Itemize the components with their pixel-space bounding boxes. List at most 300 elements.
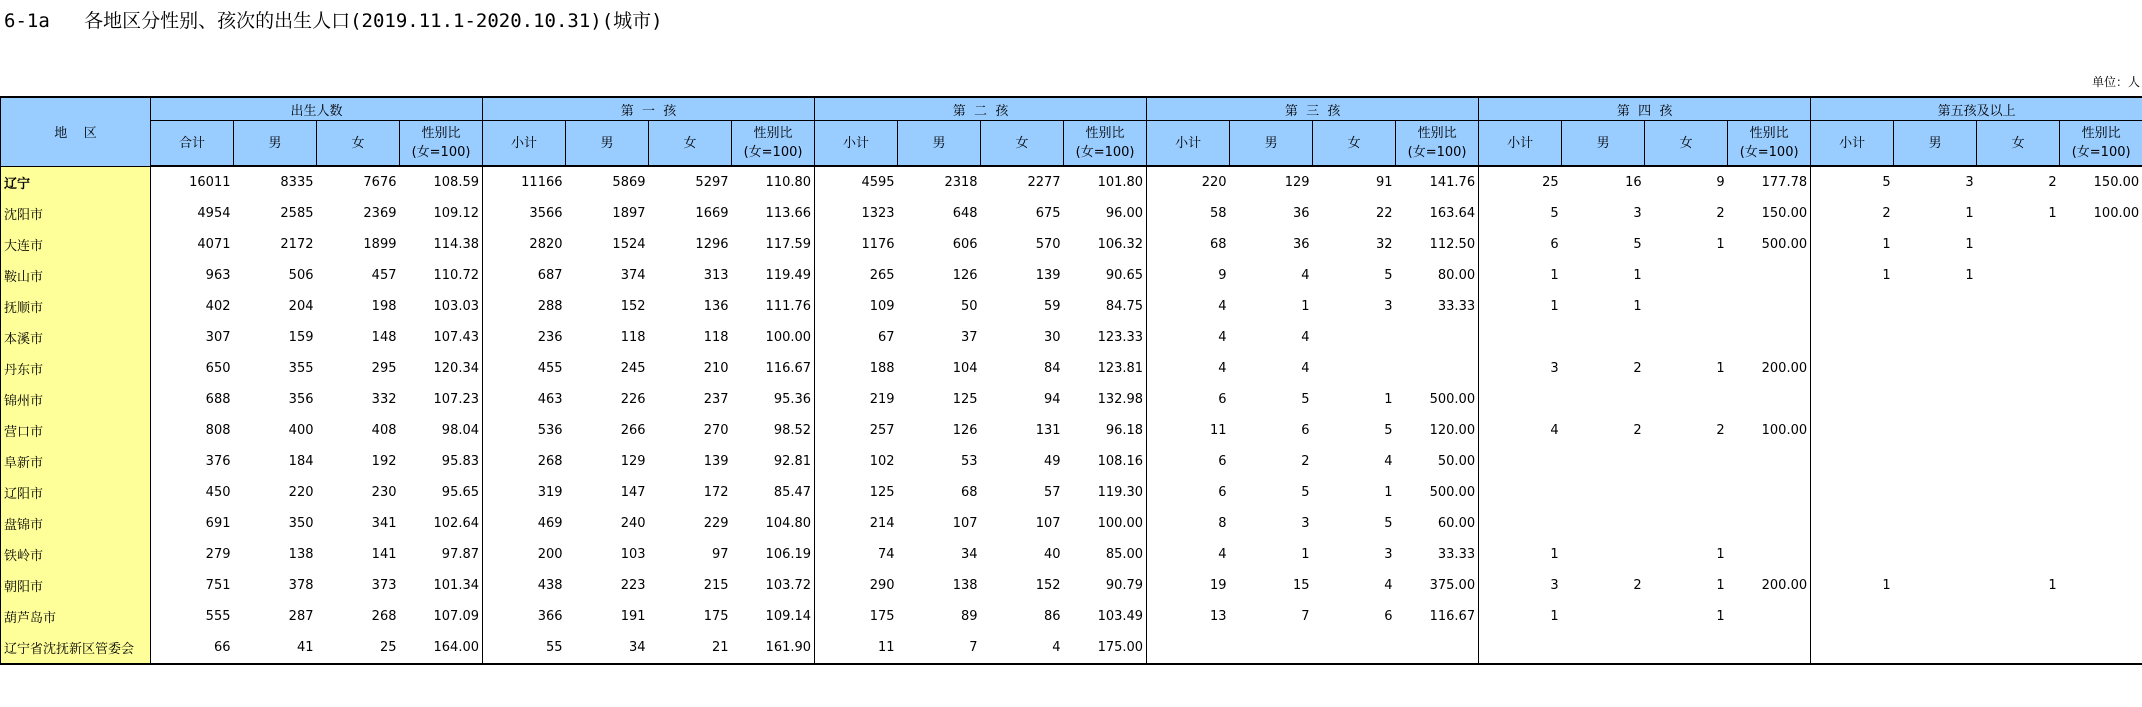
value-cell: 84.75 — [1064, 291, 1147, 322]
value-cell: 5297 — [695, 175, 729, 190]
value-cell: 257 — [869, 423, 895, 438]
region-column-header: 地 区 — [1, 97, 151, 166]
value-cell: 6 — [1218, 392, 1227, 407]
value-cell: 268 — [371, 609, 397, 624]
value-cell — [1894, 508, 1977, 539]
value-cell: 163.64 — [1396, 198, 1479, 229]
value-cell: 49 — [1044, 454, 1061, 469]
value-cell: 111.76 — [732, 291, 815, 322]
value-cell: 6 — [1218, 454, 1227, 469]
value-cell — [1894, 477, 1977, 508]
value-cell: 378 — [288, 578, 314, 593]
value-cell — [1562, 384, 1645, 415]
value-cell: 34 — [961, 547, 978, 562]
value-cell: 356 — [288, 392, 314, 407]
value-cell — [1562, 601, 1645, 632]
value-cell: 3 — [1965, 175, 1974, 190]
value-cell: 95.65 — [400, 477, 483, 508]
subheader-total: 小计 — [1147, 121, 1230, 167]
value-cell: 1524 — [612, 237, 646, 252]
value-cell: 84 — [1044, 361, 1061, 376]
value-cell — [2060, 291, 2142, 322]
value-cell: 237 — [703, 392, 729, 407]
value-cell: 6 — [1550, 237, 1559, 252]
table-row — [1, 508, 2142, 539]
value-cell — [1396, 632, 1479, 664]
subheader-sex-ratio — [400, 121, 483, 167]
table-row — [1, 322, 2142, 353]
value-cell — [1977, 229, 2060, 260]
value-cell: 555 — [205, 609, 231, 624]
sub-header-row — [1, 121, 2142, 167]
value-cell: 100.00 — [732, 322, 815, 353]
group-header-second-child: 第 二 孩 — [815, 97, 1147, 121]
value-cell: 1899 — [363, 237, 397, 252]
value-cell — [1728, 260, 1811, 291]
value-cell: 8 — [1218, 516, 1227, 531]
region-cell: 鞍山市 — [1, 260, 151, 291]
value-cell: 751 — [205, 578, 231, 593]
value-cell: 963 — [205, 268, 231, 283]
value-cell: 5 — [1633, 237, 1642, 252]
subheader-female: 女 — [1313, 121, 1396, 167]
value-cell: 33.33 — [1396, 291, 1479, 322]
value-cell — [1645, 477, 1728, 508]
value-cell: 1 — [1384, 392, 1393, 407]
subheader-ratio-label: 性别比 — [1417, 126, 1457, 141]
value-cell: 129 — [620, 454, 646, 469]
value-cell: 3 — [1384, 299, 1393, 314]
value-cell: 91 — [1376, 175, 1393, 190]
group-header-fifth-plus: 第五孩及以上 — [1811, 97, 2142, 121]
value-cell — [1728, 291, 1811, 322]
value-cell: 200.00 — [1728, 570, 1811, 601]
value-cell: 1 — [1384, 485, 1393, 500]
value-cell — [1811, 446, 1894, 477]
value-cell: 11 — [1210, 423, 1227, 438]
value-cell: 220 — [1201, 175, 1227, 190]
value-cell: 4 — [1384, 578, 1393, 593]
value-cell: 500.00 — [1396, 384, 1479, 415]
subheader-total: 合计 — [151, 121, 234, 167]
value-cell: 1 — [1301, 299, 1310, 314]
value-cell: 341 — [371, 516, 397, 531]
value-cell — [1894, 632, 1977, 664]
value-cell — [1479, 632, 1562, 664]
value-cell: 1 — [1301, 547, 1310, 562]
subheader-total: 小计 — [1811, 121, 1894, 167]
value-cell: 1 — [1550, 547, 1559, 562]
value-cell: 5 — [1384, 268, 1393, 283]
value-cell: 100.00 — [1064, 508, 1147, 539]
value-cell: 2 — [1633, 361, 1642, 376]
value-cell — [1396, 322, 1479, 353]
value-cell — [1811, 632, 1894, 664]
table-row — [1, 570, 2142, 601]
value-cell: 4595 — [861, 175, 895, 190]
value-cell: 109.14 — [732, 601, 815, 632]
subheader-ratio-label: 性别比 — [1749, 126, 1789, 141]
subheader-total: 小计 — [815, 121, 898, 167]
value-cell: 175 — [703, 609, 729, 624]
value-cell: 400 — [288, 423, 314, 438]
table-row — [1, 384, 2142, 415]
value-cell: 139 — [1035, 268, 1061, 283]
value-cell: 118 — [620, 330, 646, 345]
value-cell: 106.32 — [1064, 229, 1147, 260]
value-cell: 175 — [869, 609, 895, 624]
value-cell: 223 — [620, 578, 646, 593]
value-cell: 1 — [1550, 268, 1559, 283]
table-row — [1, 353, 2142, 384]
value-cell: 350 — [288, 516, 314, 531]
value-cell: 11166 — [521, 175, 563, 190]
value-cell: 96.18 — [1064, 415, 1147, 446]
value-cell: 204 — [288, 299, 314, 314]
value-cell: 3 — [1550, 361, 1559, 376]
value-cell: 141 — [371, 547, 397, 562]
value-cell: 103.72 — [732, 570, 815, 601]
value-cell: 175.00 — [1064, 632, 1147, 664]
value-cell: 13 — [1210, 609, 1227, 624]
value-cell — [1894, 539, 1977, 570]
value-cell: 270 — [703, 423, 729, 438]
value-cell — [1479, 446, 1562, 477]
value-cell — [1562, 446, 1645, 477]
group-header-total: 出生人数 — [151, 97, 483, 121]
value-cell: 94 — [1044, 392, 1061, 407]
value-cell: 5 — [1384, 516, 1393, 531]
value-cell: 109 — [869, 299, 895, 314]
value-cell: 5 — [1882, 175, 1891, 190]
value-cell: 119.30 — [1064, 477, 1147, 508]
value-cell: 34 — [566, 632, 649, 664]
value-cell: 107 — [952, 516, 978, 531]
value-cell: 4 — [1301, 268, 1310, 283]
table-row — [1, 198, 2142, 229]
value-cell: 4071 — [197, 237, 231, 252]
region-cell: 沈阳市 — [1, 198, 151, 229]
value-cell: 138 — [288, 547, 314, 562]
value-cell: 290 — [869, 578, 895, 593]
value-cell: 236 — [537, 330, 563, 345]
value-cell: 3 — [1301, 516, 1310, 531]
value-cell: 119.49 — [732, 260, 815, 291]
value-cell: 1 — [1882, 578, 1891, 593]
table-row — [1, 229, 2142, 260]
value-cell: 177.78 — [1728, 166, 1811, 198]
value-cell — [1313, 322, 1396, 353]
value-cell: 691 — [205, 516, 231, 531]
value-cell — [1562, 508, 1645, 539]
value-cell: 50 — [961, 299, 978, 314]
value-cell — [2060, 260, 2142, 291]
value-cell: 3566 — [529, 206, 563, 221]
value-cell: 92.81 — [732, 446, 815, 477]
value-cell: 2 — [2048, 175, 2057, 190]
value-cell: 66 — [151, 632, 234, 664]
value-cell: 139 — [703, 454, 729, 469]
subheader-ratio-label: 性别比 — [753, 126, 793, 141]
value-cell: 107 — [1035, 516, 1061, 531]
value-cell: 6 — [1301, 423, 1310, 438]
value-cell: 22 — [1376, 206, 1393, 221]
value-cell — [2060, 322, 2142, 353]
value-cell — [1894, 601, 1977, 632]
value-cell: 136 — [703, 299, 729, 314]
subheader-ratio-label: 性别比 — [2081, 126, 2121, 141]
value-cell: 1323 — [861, 206, 895, 221]
value-cell: 6 — [1218, 485, 1227, 500]
value-cell: 6 — [1384, 609, 1393, 624]
subheader-ratio-note: (女=100) — [743, 145, 803, 160]
value-cell: 808 — [205, 423, 231, 438]
value-cell: 112.50 — [1396, 229, 1479, 260]
value-cell: 2172 — [280, 237, 314, 252]
subheader-total: 小计 — [1479, 121, 1562, 167]
value-cell: 687 — [537, 268, 563, 283]
value-cell: 2277 — [1027, 175, 1061, 190]
value-cell — [2060, 229, 2142, 260]
value-cell: 570 — [1035, 237, 1061, 252]
value-cell: 7676 — [363, 175, 397, 190]
value-cell — [1728, 322, 1811, 353]
value-cell: 21 — [649, 632, 732, 664]
region-cell: 铁岭市 — [1, 539, 151, 570]
value-cell: 32 — [1376, 237, 1393, 252]
value-cell: 15 — [1293, 578, 1310, 593]
value-cell: 319 — [537, 485, 563, 500]
value-cell: 113.66 — [732, 198, 815, 229]
value-cell: 114.38 — [400, 229, 483, 260]
value-cell: 4 — [1550, 423, 1559, 438]
value-cell: 131 — [1035, 423, 1061, 438]
value-cell: 2820 — [529, 237, 563, 252]
value-cell: 60.00 — [1396, 508, 1479, 539]
value-cell: 2369 — [363, 206, 397, 221]
subheader-sex-ratio — [2060, 121, 2142, 167]
value-cell: 126 — [952, 268, 978, 283]
value-cell: 288 — [537, 299, 563, 314]
subheader-sex-ratio — [1064, 121, 1147, 167]
value-cell: 219 — [869, 392, 895, 407]
value-cell: 1 — [1550, 299, 1559, 314]
value-cell: 25 — [1542, 175, 1559, 190]
value-cell: 30 — [1044, 330, 1061, 345]
value-cell: 102.64 — [400, 508, 483, 539]
region-cell: 大连市 — [1, 229, 151, 260]
value-cell: 1 — [1716, 361, 1725, 376]
group-header-fourth-child: 第 四 孩 — [1479, 97, 1811, 121]
value-cell: 4 — [1301, 330, 1310, 345]
region-cell: 营口市 — [1, 415, 151, 446]
value-cell: 1 — [2048, 206, 2057, 221]
subheader-male: 男 — [1230, 121, 1313, 167]
value-cell: 1 — [1716, 547, 1725, 562]
value-cell: 1 — [1633, 299, 1642, 314]
value-cell: 89 — [961, 609, 978, 624]
value-cell: 172 — [703, 485, 729, 500]
value-cell: 226 — [620, 392, 646, 407]
value-cell — [1313, 632, 1396, 664]
value-cell: 198 — [371, 299, 397, 314]
value-cell: 138 — [952, 578, 978, 593]
value-cell — [1811, 601, 1894, 632]
value-cell — [1977, 446, 2060, 477]
value-cell: 5 — [1301, 392, 1310, 407]
subheader-male: 男 — [566, 121, 649, 167]
value-cell: 455 — [537, 361, 563, 376]
value-cell: 376 — [205, 454, 231, 469]
value-cell: 100.00 — [1728, 415, 1811, 446]
value-cell: 110.72 — [400, 260, 483, 291]
value-cell — [1562, 539, 1645, 570]
value-cell — [1811, 539, 1894, 570]
value-cell — [1562, 477, 1645, 508]
value-cell: 1669 — [695, 206, 729, 221]
value-cell — [1811, 322, 1894, 353]
value-cell: 96.00 — [1064, 198, 1147, 229]
value-cell — [2060, 446, 2142, 477]
region-cell: 阜新市 — [1, 446, 151, 477]
value-cell: 2 — [1882, 206, 1891, 221]
value-cell: 373 — [371, 578, 397, 593]
value-cell: 4954 — [197, 206, 231, 221]
value-cell: 230 — [371, 485, 397, 500]
region-cell: 抚顺市 — [1, 291, 151, 322]
region-cell: 葫芦岛市 — [1, 601, 151, 632]
value-cell: 148 — [371, 330, 397, 345]
value-cell: 152 — [1035, 578, 1061, 593]
value-cell: 1 — [1965, 268, 1974, 283]
group-header-row — [1, 97, 2142, 121]
value-cell: 4 — [981, 632, 1064, 664]
value-cell: 5 — [1384, 423, 1393, 438]
region-cell: 辽阳市 — [1, 477, 151, 508]
value-cell — [2060, 601, 2142, 632]
unit-label: 单位：人 — [2091, 75, 2140, 89]
value-cell — [1645, 446, 1728, 477]
value-cell: 37 — [961, 330, 978, 345]
value-cell: 240 — [620, 516, 646, 531]
value-cell: 104 — [952, 361, 978, 376]
value-cell: 4 — [1218, 547, 1227, 562]
value-cell: 8335 — [280, 175, 314, 190]
value-cell: 648 — [952, 206, 978, 221]
value-cell — [1977, 384, 2060, 415]
value-cell: 1 — [1716, 609, 1725, 624]
value-cell: 164.00 — [400, 632, 483, 664]
region-cell: 锦州市 — [1, 384, 151, 415]
value-cell: 1 — [1716, 237, 1725, 252]
value-cell: 1 — [2048, 578, 2057, 593]
value-cell: 5 — [1550, 206, 1559, 221]
value-cell — [1728, 601, 1811, 632]
value-cell: 500.00 — [1396, 477, 1479, 508]
value-cell: 375.00 — [1396, 570, 1479, 601]
value-cell: 120.34 — [400, 353, 483, 384]
value-cell — [1977, 260, 2060, 291]
value-cell: 5869 — [612, 175, 646, 190]
value-cell: 191 — [620, 609, 646, 624]
value-cell: 4 — [1218, 361, 1227, 376]
value-cell: 103 — [620, 547, 646, 562]
value-cell: 192 — [371, 454, 397, 469]
value-cell — [1728, 446, 1811, 477]
value-cell: 107.23 — [400, 384, 483, 415]
region-cell: 辽宁省沈抚新区管委会 — [1, 632, 151, 664]
value-cell: 2 — [1633, 423, 1642, 438]
value-cell: 90.65 — [1064, 260, 1147, 291]
value-cell: 1 — [1965, 206, 1974, 221]
subheader-ratio-label: 性别比 — [1085, 126, 1125, 141]
value-cell: 40 — [1044, 547, 1061, 562]
value-cell: 366 — [537, 609, 563, 624]
value-cell — [1977, 508, 2060, 539]
value-cell — [1894, 570, 1977, 601]
group-header-first-child: 第 一 孩 — [483, 97, 815, 121]
value-cell: 438 — [537, 578, 563, 593]
value-cell — [1977, 632, 2060, 664]
value-cell: 108.16 — [1064, 446, 1147, 477]
value-cell: 3 — [1633, 206, 1642, 221]
value-cell: 141.76 — [1396, 166, 1479, 198]
value-cell: 85.00 — [1064, 539, 1147, 570]
value-cell: 58 — [1210, 206, 1227, 221]
value-cell: 36 — [1293, 237, 1310, 252]
value-cell — [1562, 632, 1645, 664]
value-cell: 9 — [1218, 268, 1227, 283]
value-cell: 118 — [703, 330, 729, 345]
value-cell: 104.80 — [732, 508, 815, 539]
value-cell: 107.43 — [400, 322, 483, 353]
value-cell: 1 — [1716, 578, 1725, 593]
value-cell: 85.47 — [732, 477, 815, 508]
table-row — [1, 166, 2142, 198]
value-cell — [1977, 539, 2060, 570]
value-cell: 16011 — [189, 175, 231, 190]
value-cell: 500.00 — [1728, 229, 1811, 260]
subheader-ratio-note: (女=100) — [411, 145, 471, 160]
value-cell: 536 — [537, 423, 563, 438]
value-cell: 266 — [620, 423, 646, 438]
value-cell: 59 — [1044, 299, 1061, 314]
value-cell: 688 — [205, 392, 231, 407]
value-cell: 98.04 — [400, 415, 483, 446]
subheader-female: 女 — [649, 121, 732, 167]
value-cell — [2060, 384, 2142, 415]
value-cell: 123.33 — [1064, 322, 1147, 353]
value-cell: 9 — [1716, 175, 1725, 190]
table-row — [1, 477, 2142, 508]
value-cell: 16 — [1625, 175, 1642, 190]
value-cell — [1645, 384, 1728, 415]
value-cell: 450 — [205, 485, 231, 500]
subheader-ratio-note: (女=100) — [1407, 145, 1467, 160]
value-cell — [1811, 415, 1894, 446]
value-cell: 159 — [288, 330, 314, 345]
value-cell: 129 — [1284, 175, 1310, 190]
value-cell: 36 — [1293, 206, 1310, 221]
value-cell: 200 — [537, 547, 563, 562]
value-cell: 1 — [1633, 268, 1642, 283]
value-cell — [1645, 260, 1728, 291]
value-cell — [1479, 508, 1562, 539]
value-cell — [1147, 632, 1230, 664]
value-cell: 106.19 — [732, 539, 815, 570]
value-cell — [1894, 415, 1977, 446]
subheader-male: 男 — [898, 121, 981, 167]
